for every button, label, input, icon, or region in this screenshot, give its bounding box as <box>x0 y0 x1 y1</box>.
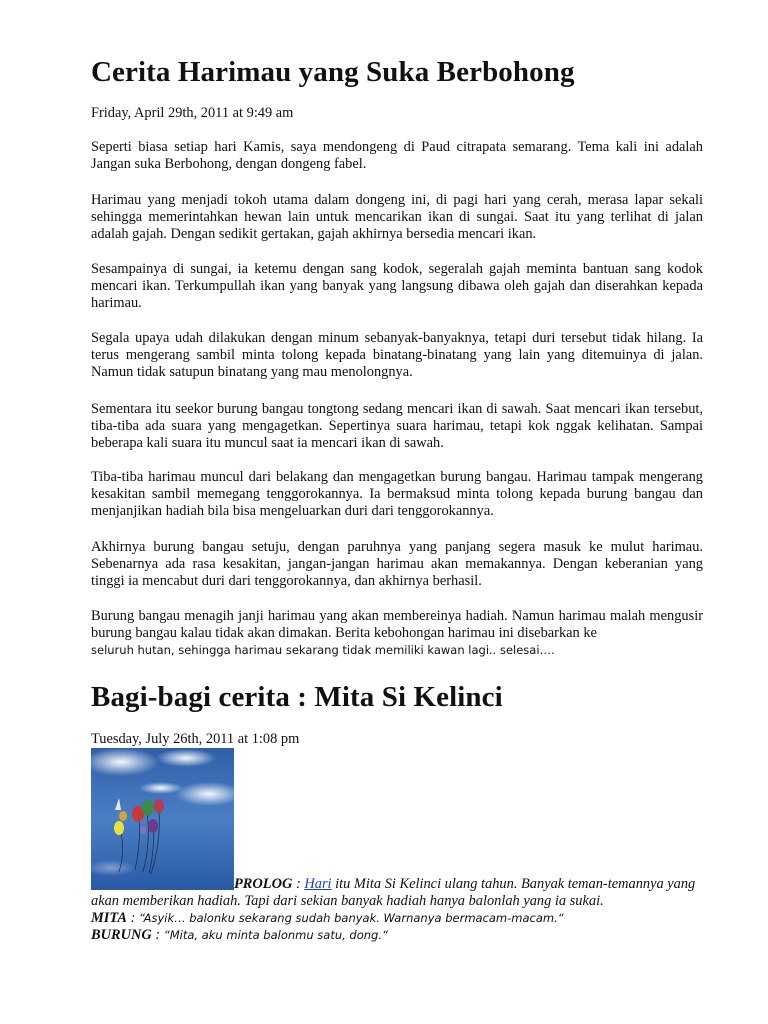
post-title: Bagi-bagi cerita : Mita Si Kelinci <box>91 681 503 713</box>
post-title: Cerita Harimau yang Suka Berbohong <box>91 56 575 88</box>
separator: : <box>292 876 305 892</box>
paragraph: Seperti biasa setiap hari Kamis, saya mendongeng di Paud citrapata semarang. Tema kali ini adalah Jangan suka Berbohong, dengan dongeng fabel. <box>91 139 703 172</box>
separator: : <box>151 927 164 943</box>
prolog-text: itu Mita Si Kelinci ulang tahun. Banyak teman-temannya yang akan memberikan hadiah. Tapi dari sekian banyak hadiah hanya balonlah yang ia sukai. <box>91 876 696 909</box>
speaker-name: BURUNG <box>91 927 152 943</box>
paragraph-last <box>91 608 703 659</box>
prolog-label: PROLOG <box>234 876 293 892</box>
balloons-image <box>91 748 234 890</box>
paragraph: Sesampainya di sungai, ia ketemu dengan sang kodok, segeralah gajah meminta bantuan sang kodok mencari ikan. Terkumpullah ikan yang banyak yang langsung dibawa oleh gajah dan diserahkan kepada harimau. <box>91 261 703 311</box>
paragraph: Segala upaya udah dilakukan dengan minum sebanyak-banyaknya, tetapi duri tersebut tidak hilang. Ia terus mengerang sambil minta tolong kepada binatang-binatang yang lain yang ditemuinya di jalan. Namun tidak satupun binatang yang mau menolongnya. <box>91 330 703 380</box>
paragraph-closing-line: seluruh hutan, sehingga harimau sekarang tidak memiliki kawan lagi.. selesai…. <box>91 643 555 657</box>
speaker-name: MITA <box>91 910 127 926</box>
paragraph: Harimau yang menjadi tokoh utama dalam dongeng ini, di pagi hari yang cerah, merasa lapar sekali sehingga memerintahkan hewan lain untuk mencarikan ikan di sungai. Saat itu yang terlihat di jalan adalah gajah. Dengan sedikit gertakan, gajah akhirnya bersedia mencari ikan. <box>91 192 703 242</box>
dialog-line <box>91 910 703 927</box>
dialog-speech: “Mita, aku minta balonmu satu, dong.“ <box>163 928 388 942</box>
dialog-line <box>91 927 703 944</box>
separator: : <box>127 910 139 926</box>
paragraph: Sementara itu seekor burung bangau tongtong sedang mencari ikan di sawah. Saat mencari ikan tersebut, tiba-tiba ada suara yang mengagetkan. Sepertinya suara harimau, tetapi kok nggak kelihatan. Sampai beberapa kali suara itu muncul saat ia mencari ikan di sawah. <box>91 401 703 451</box>
paragraph: Tiba-tiba harimau muncul dari belakang dan mengagetkan burung bangau. Harimau tampak mengerang kesakitan sambil memegang tenggorokannya. Ia bermaksud minta tolong kepada burung bangau dan menjanjikan hadiah bila bisa mengeluarkan duri dari tenggorokannya. <box>91 469 703 519</box>
paragraph: Akhirnya burung bangau setuju, dengan paruhnya yang panjang segera masuk ke mulut harimau. Sebenarnya ada rasa kesakitan, jangan-jangan harimau akan memakannya. Dengan keberanian yang tinggi ia mencabut duri dari tenggorokannya, dan akhirnya berhasil. <box>91 539 703 589</box>
prolog-paragraph <box>91 876 703 910</box>
dialog-speech: “Asyik… balonku sekarang sudah banyak. Warnanya bermacam-macam.“ <box>139 911 564 925</box>
post-date: Tuesday, July 26th, 2011 at 1:08 pm <box>91 731 300 747</box>
hari-link[interactable]: Hari <box>304 876 332 892</box>
post-date: Friday, April 29th, 2011 at 9:49 am <box>91 105 294 121</box>
paragraph-text: Burung bangau menagih janji harimau yang akan membereinya hadiah. Namun harimau malah mengusir burung bangau kalau tidak akan dimakan. Berita kebohongan harimau ini disebarkan ke <box>91 608 703 641</box>
